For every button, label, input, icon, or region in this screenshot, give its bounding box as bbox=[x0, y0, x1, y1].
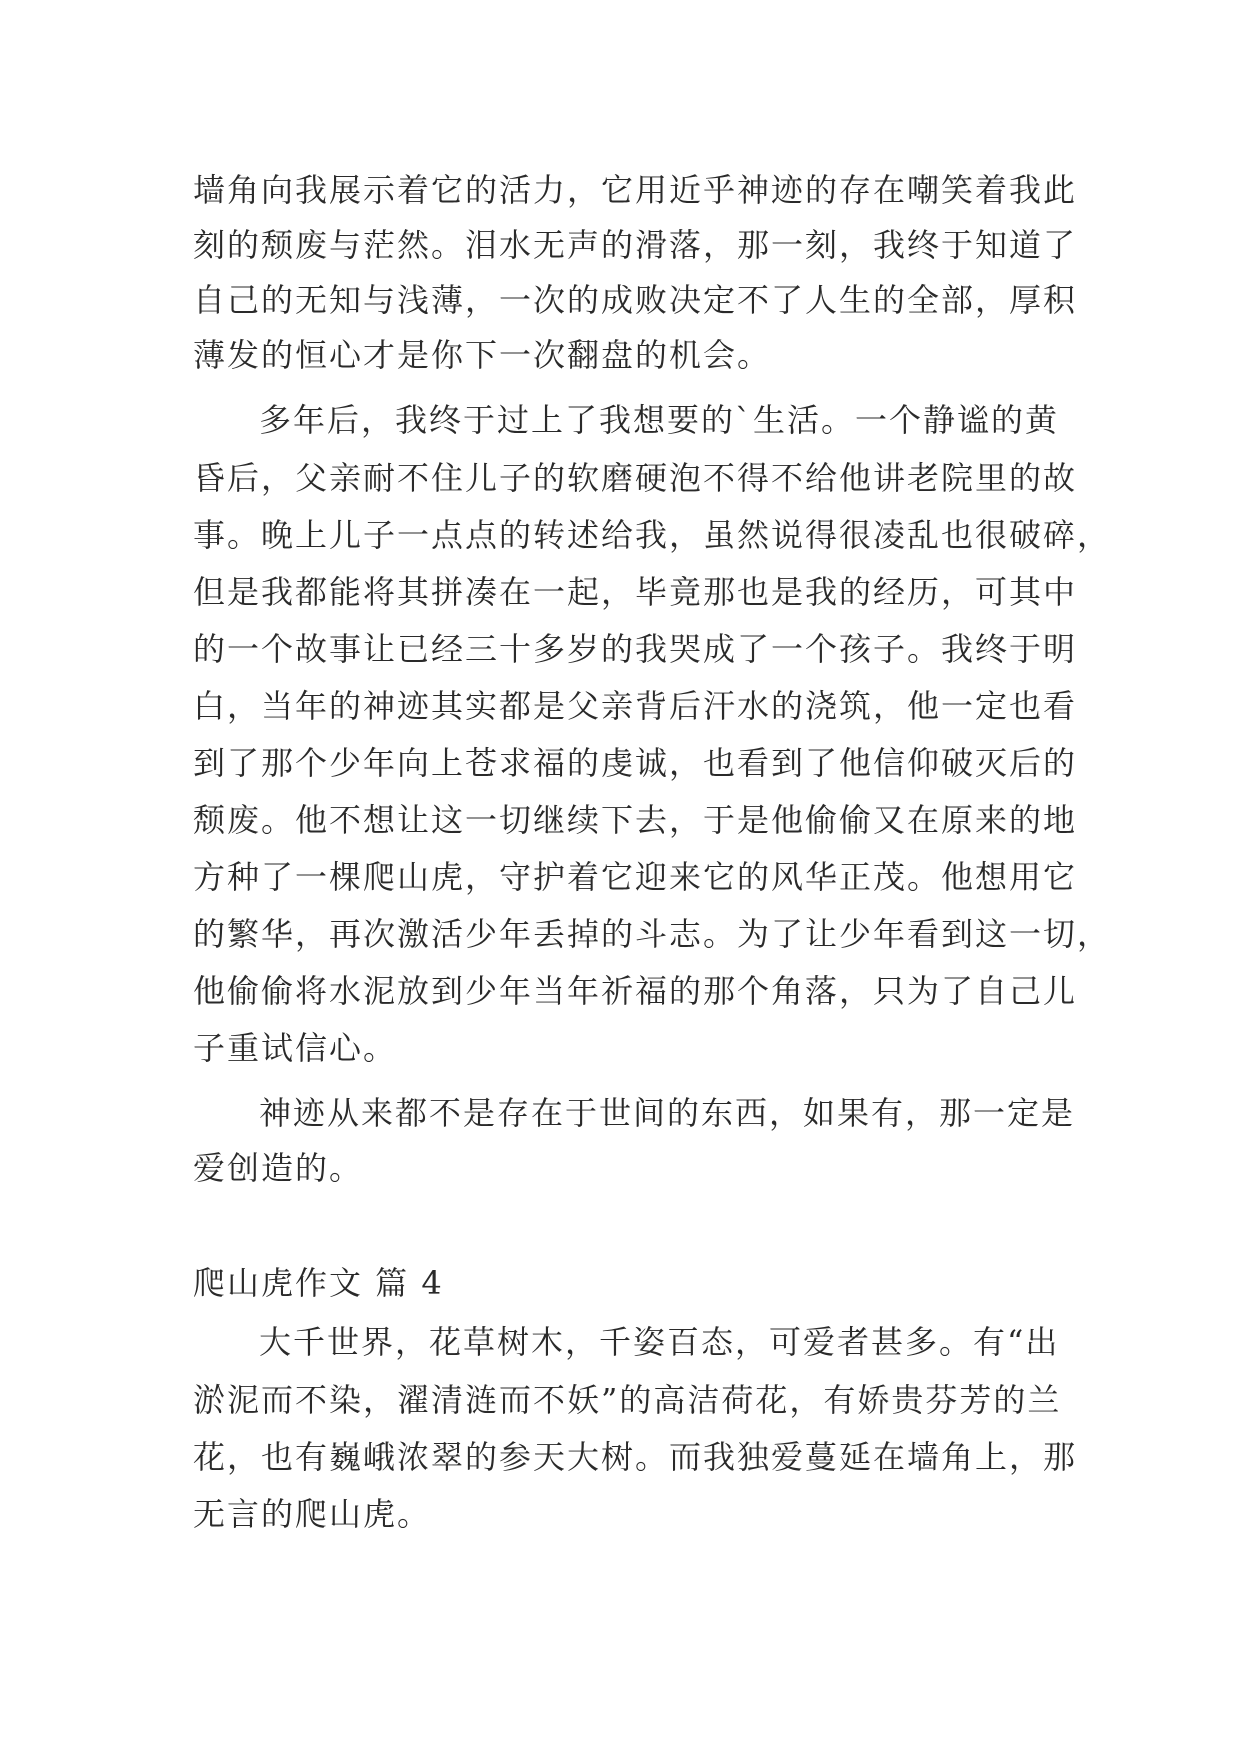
paragraph-3-line-2: 爱创造的。 bbox=[193, 1149, 364, 1187]
paragraph-2-line-8: 颓废。他不想让这一切继续下去，于是他偷偷又在原来的地 bbox=[193, 801, 1078, 839]
paragraph-2-line-6: 白，当年的神迹其实都是父亲背后汗水的浇筑，他一定也看 bbox=[193, 687, 1078, 725]
paragraph-4-line-1: 大千世界，花草树木，千姿百态，可爱者甚多。有“出 bbox=[259, 1323, 1060, 1361]
paragraph-2-line-12: 子重试信心。 bbox=[193, 1029, 398, 1067]
paragraph-2-line-10: 的繁华，再次激活少年丢掉的斗志。为了让少年看到这一切， bbox=[193, 915, 1112, 953]
paragraph-2-line-5: 的一个故事让已经三十多岁的我哭成了一个孩子。我终于明 bbox=[193, 630, 1078, 668]
paragraph-2-line-1: 多年后，我终于过上了我想要的`生活。一个静谧的黄 bbox=[259, 401, 1060, 439]
paragraph-3-line-1: 神迹从来都不是存在于世间的东西，如果有，那一定是 bbox=[259, 1094, 1076, 1132]
paragraph-2-line-2: 昏后，父亲耐不住儿子的软磨硬泡不得不给他讲老院里的故 bbox=[193, 459, 1078, 497]
paragraph-4-line-2: 淤泥而不染，濯清涟而不妖”的高洁荷花，有娇贵芬芳的兰 bbox=[193, 1381, 1062, 1419]
paragraph-2-line-9: 方种了一棵爬山虎，守护着它迎来它的风华正茂。他想用它 bbox=[193, 858, 1078, 896]
section-heading: 爬山虎作文 篇 4 bbox=[193, 1264, 444, 1302]
paragraph-2-line-3: 事。晚上儿子一点点的转述给我，虽然说得很凌乱也很破碎， bbox=[193, 516, 1112, 554]
paragraph-2-line-7: 到了那个少年向上苍求福的虔诚，也看到了他信仰破灭后的 bbox=[193, 744, 1078, 782]
paragraph-2-line-4: 但是我都能将其拼凑在一起，毕竟那也是我的经历，可其中 bbox=[193, 573, 1078, 611]
paragraph-2-line-11: 他偷偷将水泥放到少年当年祈福的那个角落，只为了自己儿 bbox=[193, 972, 1078, 1010]
paragraph-4-line-3: 花，也有巍峨浓翠的参天大树。而我独爱蔓延在墙角上，那 bbox=[193, 1438, 1078, 1476]
paragraph-1-line-3: 自己的无知与浅薄，一次的成败决定不了人生的全部，厚积 bbox=[193, 281, 1078, 319]
paragraph-1-line-4: 薄发的恒心才是你下一次翻盘的机会。 bbox=[193, 336, 772, 374]
paragraph-1-line-2: 刻的颓废与茫然。泪水无声的滑落，那一刻，我终于知道了 bbox=[193, 226, 1078, 264]
paragraph-4-line-4: 无言的爬山虎。 bbox=[193, 1495, 432, 1533]
paragraph-1-line-1: 墙角向我展示着它的活力，它用近乎神迹的存在嘲笑着我此 bbox=[193, 171, 1078, 209]
